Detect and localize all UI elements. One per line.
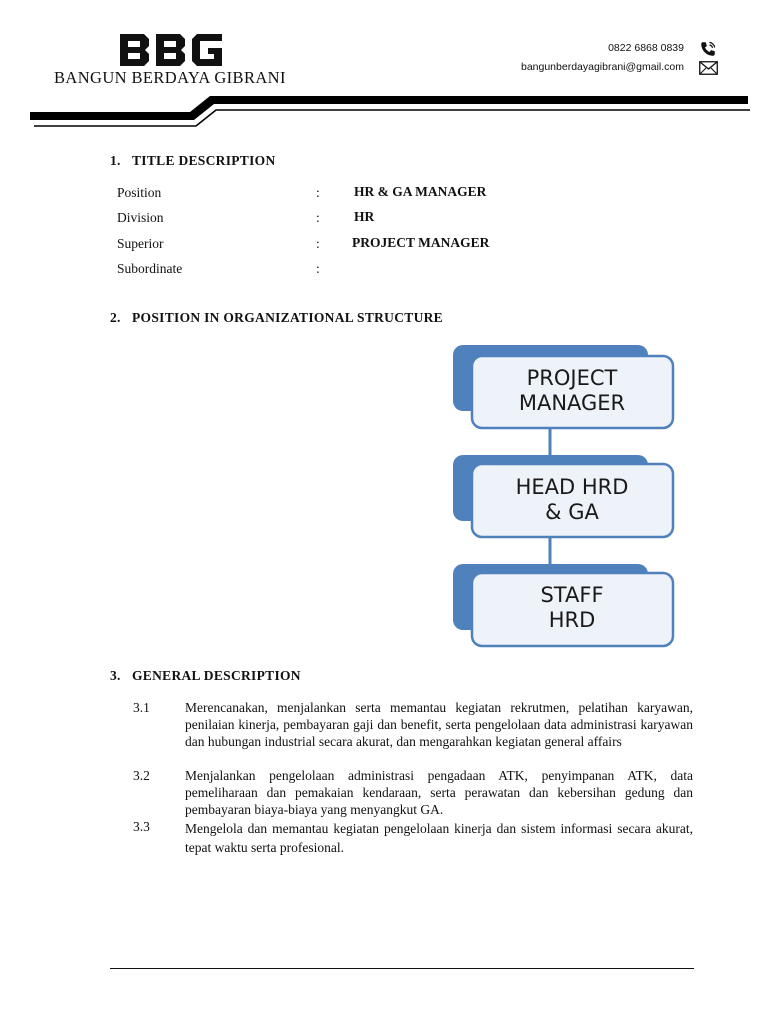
section-title-text: TITLE DESCRIPTION	[132, 153, 276, 168]
org-box-head-hrd	[472, 475, 672, 525]
label-position: Position	[117, 185, 162, 200]
org-label-line: HRD	[548, 608, 596, 632]
label-superior: Superior	[117, 236, 164, 251]
section-number: 2.	[110, 310, 121, 325]
org-label-line: STAFF	[540, 583, 604, 607]
label-subordinate: Subordinate	[117, 261, 183, 276]
org-label-line: & GA	[545, 500, 599, 524]
section-title-text: POSITION IN ORGANIZATIONAL STRUCTURE	[132, 310, 443, 325]
email-address: bangunberdayagibrani@gmail.com	[520, 61, 684, 73]
colon: :	[316, 185, 320, 200]
item-text: Merencanakan, menjalankan serta memantau kegiatan rekrutmen, pelatihan karyawan, penilaian kinerja, pembayaran gaji dan benefit, serta pengelolaan data administrasi karyawan dan hubungan industrial secara akurat, dan mengarahkan kegiatan general affairs	[185, 700, 693, 749]
mail-icon	[699, 61, 718, 75]
footer-divider	[110, 968, 694, 969]
header-divider-bars	[0, 88, 768, 134]
company-name: BANGUN BERDAYA GIBRANI	[54, 68, 286, 87]
label-division: Division	[117, 210, 164, 225]
item-number: 3.3	[133, 819, 150, 834]
section-number: 1.	[110, 153, 121, 168]
org-chart	[440, 340, 690, 650]
phone-number: 0822 6868 0839	[608, 42, 684, 54]
section-title-description	[110, 153, 276, 169]
value-superior: PROJECT MANAGER	[352, 235, 490, 250]
section-title-org-structure	[110, 310, 443, 326]
org-label-line: HEAD HRD	[515, 475, 629, 499]
section-title-general-description	[110, 668, 301, 684]
value-division: HR	[354, 209, 375, 224]
section-number: 3.	[110, 668, 121, 683]
value-position: HR & GA MANAGER	[354, 184, 487, 199]
colon: :	[316, 261, 320, 276]
org-box-staff-hrd	[472, 583, 672, 633]
item-text: Menjalankan pengelolaan administrasi pengadaan ATK, penyimpanan ATK, data pemeliharaan dan pemakaian kendaraan, serta perawatan dan kebersihan gedung dan pembayaran biaya-biaya yang menyangkut GA.	[185, 768, 693, 817]
item-number: 3.1	[133, 700, 150, 715]
item-text: Mengelola dan memantau kegiatan pengelolaan kinerja dan sistem informasi secara akurat, tepat waktu serta profesional.	[185, 821, 693, 855]
colon: :	[316, 236, 320, 251]
phone-icon	[699, 40, 717, 58]
section-title-text: GENERAL DESCRIPTION	[132, 668, 301, 683]
org-label-line: MANAGER	[518, 391, 626, 415]
org-box-project-manager	[472, 366, 672, 416]
colon: :	[316, 210, 320, 225]
org-label-line: PROJECT	[526, 366, 618, 390]
item-number: 3.2	[133, 768, 150, 783]
company-logo	[118, 32, 224, 68]
